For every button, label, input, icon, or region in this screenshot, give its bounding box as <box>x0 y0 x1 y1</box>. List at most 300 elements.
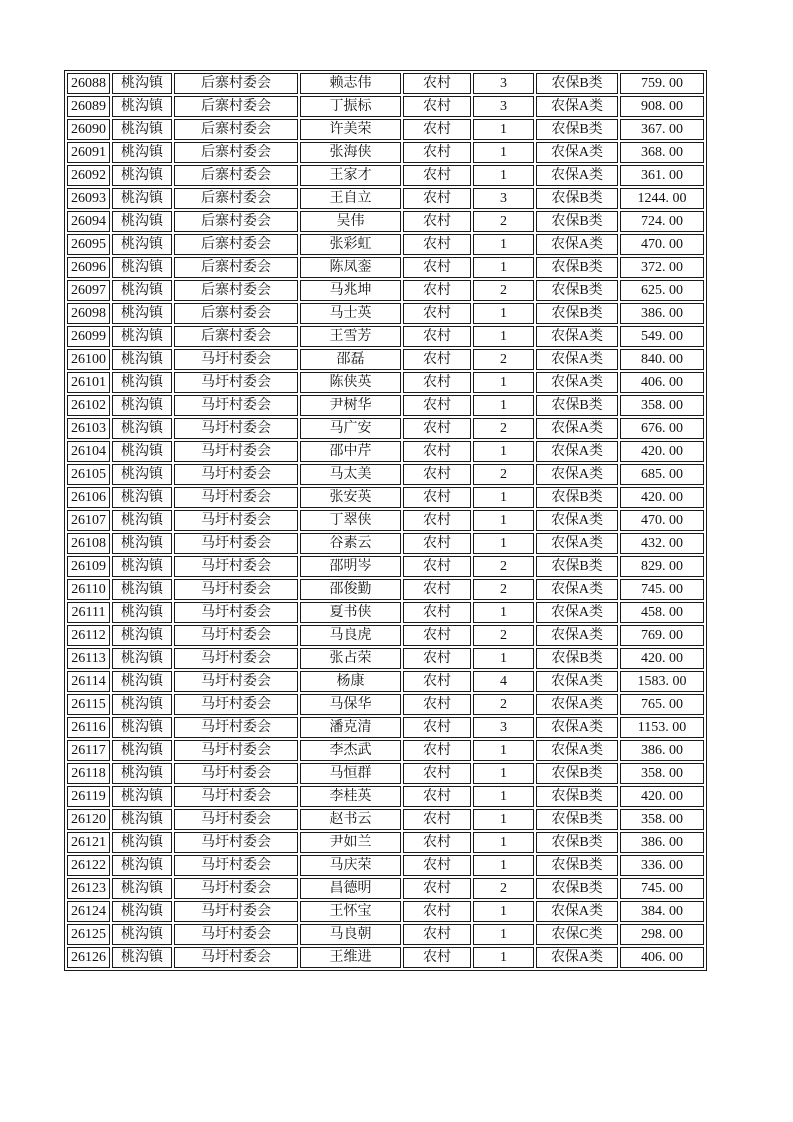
cell-amount: 298. 00 <box>620 924 704 945</box>
cell-record-id: 26101 <box>67 372 110 393</box>
table-row <box>67 165 704 186</box>
cell-category: 农村 <box>403 211 471 232</box>
cell-insurance-type: 农保B类 <box>536 73 618 94</box>
cell-amount: 406. 00 <box>620 947 704 968</box>
table-row <box>67 556 704 577</box>
cell-village-committee: 后寨村委会 <box>174 303 298 324</box>
cell-record-id: 26099 <box>67 326 110 347</box>
cell-record-id: 26108 <box>67 533 110 554</box>
cell-insurance-type: 农保A类 <box>536 234 618 255</box>
cell-village-committee: 马圩村委会 <box>174 441 298 462</box>
cell-person-name: 马士英 <box>300 303 401 324</box>
cell-record-id: 26113 <box>67 648 110 669</box>
cell-person-count: 1 <box>473 257 534 278</box>
cell-person-name: 许美荣 <box>300 119 401 140</box>
cell-amount: 1244. 00 <box>620 188 704 209</box>
cell-amount: 420. 00 <box>620 648 704 669</box>
cell-record-id: 26100 <box>67 349 110 370</box>
cell-town: 桃沟镇 <box>112 395 172 416</box>
cell-amount: 336. 00 <box>620 855 704 876</box>
cell-record-id: 26112 <box>67 625 110 646</box>
cell-village-committee: 马圩村委会 <box>174 602 298 623</box>
cell-record-id: 26111 <box>67 602 110 623</box>
cell-record-id: 26088 <box>67 73 110 94</box>
cell-person-name: 马保华 <box>300 694 401 715</box>
cell-village-committee: 马圩村委会 <box>174 924 298 945</box>
cell-town: 桃沟镇 <box>112 533 172 554</box>
cell-insurance-type: 农保A类 <box>536 671 618 692</box>
cell-village-committee: 后寨村委会 <box>174 119 298 140</box>
cell-category: 农村 <box>403 395 471 416</box>
table-row <box>67 809 704 830</box>
cell-person-count: 1 <box>473 395 534 416</box>
table-body <box>67 73 704 968</box>
cell-town: 桃沟镇 <box>112 119 172 140</box>
cell-person-name: 马良朝 <box>300 924 401 945</box>
cell-record-id: 26121 <box>67 832 110 853</box>
table-row <box>67 671 704 692</box>
table-row <box>67 579 704 600</box>
cell-town: 桃沟镇 <box>112 211 172 232</box>
cell-person-count: 1 <box>473 441 534 462</box>
cell-person-name: 邵俊勤 <box>300 579 401 600</box>
cell-village-committee: 马圩村委会 <box>174 418 298 439</box>
cell-village-committee: 马圩村委会 <box>174 625 298 646</box>
cell-person-name: 陈凤銮 <box>300 257 401 278</box>
cell-village-committee: 马圩村委会 <box>174 740 298 761</box>
cell-record-id: 26109 <box>67 556 110 577</box>
cell-person-count: 2 <box>473 464 534 485</box>
cell-insurance-type: 农保B类 <box>536 487 618 508</box>
table-row <box>67 924 704 945</box>
cell-category: 农村 <box>403 602 471 623</box>
cell-record-id: 26117 <box>67 740 110 761</box>
cell-record-id: 26093 <box>67 188 110 209</box>
cell-insurance-type: 农保A类 <box>536 349 618 370</box>
cell-category: 农村 <box>403 901 471 922</box>
cell-person-name: 张占荣 <box>300 648 401 669</box>
cell-person-name: 谷素云 <box>300 533 401 554</box>
cell-town: 桃沟镇 <box>112 740 172 761</box>
cell-category: 农村 <box>403 924 471 945</box>
cell-category: 农村 <box>403 786 471 807</box>
cell-person-name: 张海侠 <box>300 142 401 163</box>
cell-village-committee: 马圩村委会 <box>174 395 298 416</box>
cell-amount: 384. 00 <box>620 901 704 922</box>
cell-person-name: 赖志伟 <box>300 73 401 94</box>
cell-person-count: 1 <box>473 809 534 830</box>
cell-person-count: 1 <box>473 303 534 324</box>
cell-town: 桃沟镇 <box>112 602 172 623</box>
cell-village-committee: 后寨村委会 <box>174 211 298 232</box>
cell-category: 农村 <box>403 487 471 508</box>
cell-insurance-type: 农保B类 <box>536 119 618 140</box>
cell-person-count: 1 <box>473 924 534 945</box>
cell-person-count: 1 <box>473 786 534 807</box>
cell-town: 桃沟镇 <box>112 142 172 163</box>
cell-amount: 745. 00 <box>620 878 704 899</box>
cell-amount: 625. 00 <box>620 280 704 301</box>
cell-town: 桃沟镇 <box>112 671 172 692</box>
cell-person-name: 王怀宝 <box>300 901 401 922</box>
cell-person-count: 2 <box>473 878 534 899</box>
table-row <box>67 464 704 485</box>
cell-person-count: 2 <box>473 418 534 439</box>
cell-person-name: 杨康 <box>300 671 401 692</box>
table-row <box>67 211 704 232</box>
cell-record-id: 26125 <box>67 924 110 945</box>
cell-person-name: 王家才 <box>300 165 401 186</box>
cell-town: 桃沟镇 <box>112 188 172 209</box>
cell-category: 农村 <box>403 878 471 899</box>
cell-town: 桃沟镇 <box>112 878 172 899</box>
cell-person-count: 1 <box>473 372 534 393</box>
cell-category: 农村 <box>403 556 471 577</box>
table-row <box>67 510 704 531</box>
cell-town: 桃沟镇 <box>112 786 172 807</box>
cell-amount: 386. 00 <box>620 303 704 324</box>
cell-person-name: 张安英 <box>300 487 401 508</box>
cell-amount: 1583. 00 <box>620 671 704 692</box>
cell-amount: 420. 00 <box>620 786 704 807</box>
cell-village-committee: 后寨村委会 <box>174 280 298 301</box>
cell-insurance-type: 农保A类 <box>536 947 618 968</box>
table-row <box>67 832 704 853</box>
cell-person-name: 昌德明 <box>300 878 401 899</box>
table-row <box>67 763 704 784</box>
table-row <box>67 648 704 669</box>
cell-category: 农村 <box>403 533 471 554</box>
table-row <box>67 188 704 209</box>
cell-insurance-type: 农保B类 <box>536 280 618 301</box>
cell-town: 桃沟镇 <box>112 763 172 784</box>
cell-insurance-type: 农保A类 <box>536 694 618 715</box>
cell-person-count: 1 <box>473 947 534 968</box>
cell-record-id: 26114 <box>67 671 110 692</box>
cell-insurance-type: 农保B类 <box>536 556 618 577</box>
table-row <box>67 694 704 715</box>
cell-person-name: 王自立 <box>300 188 401 209</box>
cell-amount: 420. 00 <box>620 441 704 462</box>
cell-insurance-type: 农保B类 <box>536 257 618 278</box>
cell-record-id: 26096 <box>67 257 110 278</box>
cell-insurance-type: 农保B类 <box>536 211 618 232</box>
cell-category: 农村 <box>403 142 471 163</box>
cell-person-count: 1 <box>473 602 534 623</box>
cell-category: 农村 <box>403 303 471 324</box>
cell-amount: 432. 00 <box>620 533 704 554</box>
cell-person-name: 尹如兰 <box>300 832 401 853</box>
cell-record-id: 26103 <box>67 418 110 439</box>
cell-record-id: 26122 <box>67 855 110 876</box>
cell-person-count: 2 <box>473 280 534 301</box>
cell-town: 桃沟镇 <box>112 234 172 255</box>
cell-category: 农村 <box>403 648 471 669</box>
cell-person-name: 吴伟 <box>300 211 401 232</box>
cell-record-id: 26104 <box>67 441 110 462</box>
cell-category: 农村 <box>403 326 471 347</box>
cell-town: 桃沟镇 <box>112 73 172 94</box>
cell-record-id: 26115 <box>67 694 110 715</box>
cell-category: 农村 <box>403 763 471 784</box>
cell-amount: 685. 00 <box>620 464 704 485</box>
cell-category: 农村 <box>403 280 471 301</box>
cell-category: 农村 <box>403 694 471 715</box>
cell-insurance-type: 农保B类 <box>536 786 618 807</box>
cell-person-count: 2 <box>473 349 534 370</box>
cell-village-committee: 马圩村委会 <box>174 694 298 715</box>
cell-town: 桃沟镇 <box>112 372 172 393</box>
cell-insurance-type: 农保C类 <box>536 924 618 945</box>
cell-town: 桃沟镇 <box>112 556 172 577</box>
cell-village-committee: 马圩村委会 <box>174 487 298 508</box>
pension-records-table <box>64 70 707 971</box>
cell-amount: 358. 00 <box>620 809 704 830</box>
cell-person-name: 邵中芹 <box>300 441 401 462</box>
cell-village-committee: 后寨村委会 <box>174 96 298 117</box>
cell-town: 桃沟镇 <box>112 579 172 600</box>
table-row <box>67 372 704 393</box>
cell-amount: 676. 00 <box>620 418 704 439</box>
cell-record-id: 26107 <box>67 510 110 531</box>
cell-person-name: 张彩虹 <box>300 234 401 255</box>
cell-record-id: 26116 <box>67 717 110 738</box>
cell-category: 农村 <box>403 372 471 393</box>
cell-village-committee: 马圩村委会 <box>174 832 298 853</box>
cell-amount: 367. 00 <box>620 119 704 140</box>
cell-village-committee: 马圩村委会 <box>174 464 298 485</box>
cell-category: 农村 <box>403 257 471 278</box>
cell-record-id: 26110 <box>67 579 110 600</box>
cell-amount: 759. 00 <box>620 73 704 94</box>
cell-village-committee: 马圩村委会 <box>174 533 298 554</box>
cell-person-name: 马庆荣 <box>300 855 401 876</box>
cell-person-count: 3 <box>473 96 534 117</box>
cell-person-name: 尹树华 <box>300 395 401 416</box>
cell-town: 桃沟镇 <box>112 901 172 922</box>
cell-person-count: 1 <box>473 901 534 922</box>
cell-person-count: 3 <box>473 717 534 738</box>
cell-category: 农村 <box>403 832 471 853</box>
cell-category: 农村 <box>403 188 471 209</box>
cell-person-count: 1 <box>473 326 534 347</box>
cell-person-name: 李桂英 <box>300 786 401 807</box>
cell-insurance-type: 农保B类 <box>536 763 618 784</box>
cell-town: 桃沟镇 <box>112 809 172 830</box>
cell-town: 桃沟镇 <box>112 694 172 715</box>
cell-amount: 358. 00 <box>620 763 704 784</box>
cell-insurance-type: 农保A类 <box>536 418 618 439</box>
cell-insurance-type: 农保A类 <box>536 165 618 186</box>
cell-insurance-type: 农保B类 <box>536 855 618 876</box>
cell-person-name: 马太美 <box>300 464 401 485</box>
cell-village-committee: 后寨村委会 <box>174 188 298 209</box>
cell-village-committee: 马圩村委会 <box>174 579 298 600</box>
cell-record-id: 26119 <box>67 786 110 807</box>
cell-village-committee: 后寨村委会 <box>174 257 298 278</box>
cell-village-committee: 马圩村委会 <box>174 556 298 577</box>
cell-village-committee: 后寨村委会 <box>174 234 298 255</box>
table-row <box>67 602 704 623</box>
cell-category: 农村 <box>403 579 471 600</box>
cell-person-name: 马广安 <box>300 418 401 439</box>
cell-insurance-type: 农保A类 <box>536 533 618 554</box>
cell-record-id: 26126 <box>67 947 110 968</box>
cell-person-count: 2 <box>473 556 534 577</box>
cell-town: 桃沟镇 <box>112 257 172 278</box>
cell-person-name: 赵书云 <box>300 809 401 830</box>
cell-person-count: 2 <box>473 625 534 646</box>
cell-person-name: 邵磊 <box>300 349 401 370</box>
cell-record-id: 26120 <box>67 809 110 830</box>
cell-record-id: 26118 <box>67 763 110 784</box>
cell-town: 桃沟镇 <box>112 487 172 508</box>
table-row <box>67 878 704 899</box>
cell-person-name: 马良虎 <box>300 625 401 646</box>
cell-category: 农村 <box>403 855 471 876</box>
cell-insurance-type: 农保A类 <box>536 441 618 462</box>
cell-insurance-type: 农保A类 <box>536 464 618 485</box>
table-row <box>67 119 704 140</box>
cell-village-committee: 马圩村委会 <box>174 855 298 876</box>
table-row <box>67 625 704 646</box>
cell-person-count: 2 <box>473 694 534 715</box>
cell-record-id: 26123 <box>67 878 110 899</box>
table-row <box>67 855 704 876</box>
cell-town: 桃沟镇 <box>112 349 172 370</box>
cell-person-name: 王雪芳 <box>300 326 401 347</box>
cell-record-id: 26094 <box>67 211 110 232</box>
cell-person-count: 2 <box>473 579 534 600</box>
cell-amount: 368. 00 <box>620 142 704 163</box>
cell-record-id: 26102 <box>67 395 110 416</box>
cell-village-committee: 马圩村委会 <box>174 648 298 669</box>
cell-person-count: 1 <box>473 648 534 669</box>
cell-amount: 361. 00 <box>620 165 704 186</box>
cell-record-id: 26090 <box>67 119 110 140</box>
cell-insurance-type: 农保A类 <box>536 717 618 738</box>
table-row <box>67 717 704 738</box>
cell-village-committee: 后寨村委会 <box>174 142 298 163</box>
cell-insurance-type: 农保A类 <box>536 326 618 347</box>
cell-insurance-type: 农保A类 <box>536 901 618 922</box>
cell-town: 桃沟镇 <box>112 441 172 462</box>
cell-person-name: 马恒群 <box>300 763 401 784</box>
cell-town: 桃沟镇 <box>112 280 172 301</box>
cell-category: 农村 <box>403 671 471 692</box>
cell-town: 桃沟镇 <box>112 717 172 738</box>
cell-category: 农村 <box>403 809 471 830</box>
table-row <box>67 487 704 508</box>
cell-amount: 908. 00 <box>620 96 704 117</box>
cell-record-id: 26095 <box>67 234 110 255</box>
cell-town: 桃沟镇 <box>112 648 172 669</box>
cell-person-name: 夏书侠 <box>300 602 401 623</box>
cell-category: 农村 <box>403 73 471 94</box>
table-row <box>67 96 704 117</box>
cell-amount: 549. 00 <box>620 326 704 347</box>
cell-amount: 470. 00 <box>620 510 704 531</box>
cell-amount: 386. 00 <box>620 740 704 761</box>
cell-amount: 724. 00 <box>620 211 704 232</box>
cell-town: 桃沟镇 <box>112 326 172 347</box>
cell-town: 桃沟镇 <box>112 165 172 186</box>
cell-person-count: 3 <box>473 188 534 209</box>
cell-town: 桃沟镇 <box>112 625 172 646</box>
cell-person-name: 邵明岑 <box>300 556 401 577</box>
cell-amount: 372. 00 <box>620 257 704 278</box>
cell-record-id: 26098 <box>67 303 110 324</box>
cell-category: 农村 <box>403 349 471 370</box>
cell-amount: 745. 00 <box>620 579 704 600</box>
cell-insurance-type: 农保B类 <box>536 303 618 324</box>
table-row <box>67 740 704 761</box>
cell-category: 农村 <box>403 625 471 646</box>
cell-person-name: 丁翠侠 <box>300 510 401 531</box>
table-row <box>67 441 704 462</box>
table-row <box>67 947 704 968</box>
table-row <box>67 303 704 324</box>
cell-village-committee: 马圩村委会 <box>174 786 298 807</box>
cell-town: 桃沟镇 <box>112 924 172 945</box>
cell-person-count: 4 <box>473 671 534 692</box>
cell-village-committee: 马圩村委会 <box>174 947 298 968</box>
table-row <box>67 280 704 301</box>
cell-record-id: 26091 <box>67 142 110 163</box>
cell-category: 农村 <box>403 165 471 186</box>
cell-category: 农村 <box>403 234 471 255</box>
cell-village-committee: 后寨村委会 <box>174 165 298 186</box>
cell-insurance-type: 农保B类 <box>536 648 618 669</box>
cell-category: 农村 <box>403 418 471 439</box>
cell-insurance-type: 农保A类 <box>536 142 618 163</box>
cell-town: 桃沟镇 <box>112 303 172 324</box>
cell-insurance-type: 农保B类 <box>536 395 618 416</box>
cell-village-committee: 后寨村委会 <box>174 326 298 347</box>
cell-village-committee: 马圩村委会 <box>174 671 298 692</box>
cell-town: 桃沟镇 <box>112 96 172 117</box>
cell-village-committee: 马圩村委会 <box>174 763 298 784</box>
cell-person-count: 1 <box>473 763 534 784</box>
cell-village-committee: 马圩村委会 <box>174 717 298 738</box>
cell-record-id: 26105 <box>67 464 110 485</box>
cell-person-count: 1 <box>473 740 534 761</box>
cell-record-id: 26106 <box>67 487 110 508</box>
cell-person-count: 1 <box>473 234 534 255</box>
table-row <box>67 326 704 347</box>
cell-insurance-type: 农保B类 <box>536 188 618 209</box>
cell-amount: 840. 00 <box>620 349 704 370</box>
cell-record-id: 26097 <box>67 280 110 301</box>
cell-amount: 358. 00 <box>620 395 704 416</box>
cell-village-committee: 马圩村委会 <box>174 878 298 899</box>
cell-insurance-type: 农保B类 <box>536 809 618 830</box>
cell-person-name: 潘克清 <box>300 717 401 738</box>
cell-town: 桃沟镇 <box>112 464 172 485</box>
cell-category: 农村 <box>403 717 471 738</box>
cell-record-id: 26092 <box>67 165 110 186</box>
cell-insurance-type: 农保B类 <box>536 878 618 899</box>
cell-person-count: 1 <box>473 165 534 186</box>
table-row <box>67 901 704 922</box>
cell-amount: 1153. 00 <box>620 717 704 738</box>
cell-person-name: 丁振标 <box>300 96 401 117</box>
cell-insurance-type: 农保A类 <box>536 372 618 393</box>
cell-town: 桃沟镇 <box>112 418 172 439</box>
cell-category: 农村 <box>403 464 471 485</box>
cell-insurance-type: 农保A类 <box>536 579 618 600</box>
cell-person-count: 1 <box>473 510 534 531</box>
